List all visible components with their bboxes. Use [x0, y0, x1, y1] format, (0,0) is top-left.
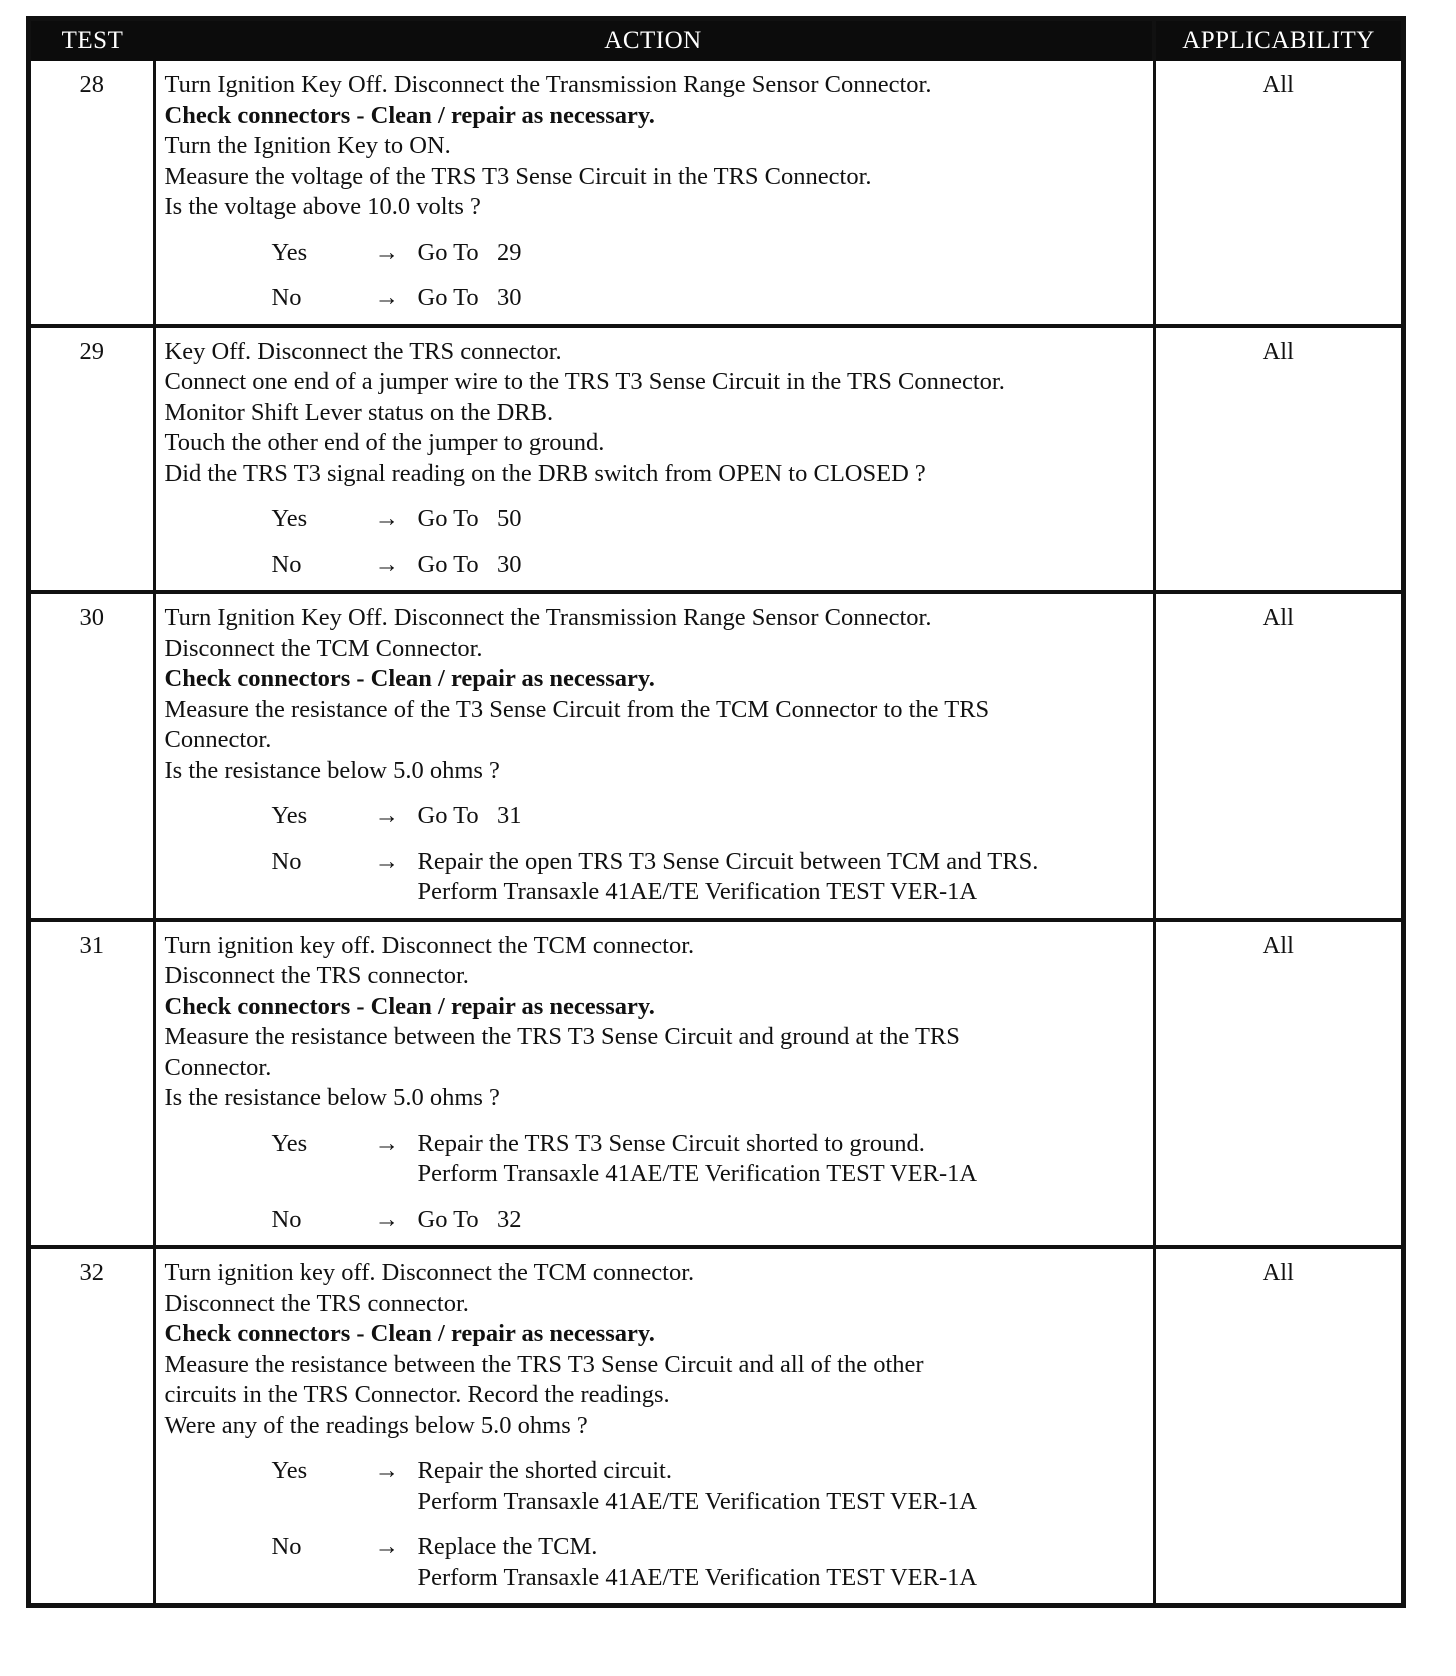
action-step: Disconnect the TCM Connector.	[164, 634, 483, 662]
header-applicability: APPLICABILITY	[1154, 21, 1401, 61]
action-step: Were any of the readings below 5.0 ohms ?	[164, 1411, 588, 1439]
outcome-action	[418, 283, 1145, 314]
outcome-action-line: Perform Transaxle 41AE/TE Verification TEST VER-1A	[417, 1563, 978, 1591]
action-step: Turn Ignition Key Off. Disconnect the Transmission Range Sensor Connector.	[164, 604, 932, 631]
outcome-no	[165, 1532, 1145, 1593]
outcome-action	[418, 801, 1145, 832]
outcome-action-line: Perform Transaxle 41AE/TE Verification TEST VER-1A	[417, 1487, 978, 1515]
header-action: ACTION	[154, 21, 1154, 61]
outcome-no	[165, 847, 1145, 908]
outcome-action-line: Repair the TRS T3 Sense Circuit shorted to ground.	[417, 1129, 925, 1157]
arrow-right-icon: →	[374, 1457, 399, 1484]
outcome-label: Yes	[271, 505, 308, 532]
applicability-value: All	[1154, 920, 1401, 1248]
table-row	[31, 61, 1401, 326]
diagnostic-test-table	[26, 16, 1406, 1608]
outcome-action	[418, 550, 1145, 581]
table-body	[31, 61, 1401, 1603]
outcome-yes	[165, 1129, 1145, 1190]
outcome-label: Yes	[271, 238, 308, 266]
applicability-value: All	[1154, 326, 1401, 593]
arrow-right-icon: →	[374, 847, 399, 875]
action-step: Measure the resistance between the TRS T3 Sense Circuit and ground at the TRS	[164, 1023, 960, 1050]
outcome-action-line: Go To 30	[417, 284, 522, 311]
outcome-action-line: Replace the TCM.	[417, 1533, 598, 1560]
table-row	[31, 326, 1401, 593]
outcome-action-line: Go To 31	[417, 802, 522, 829]
test-number: 30	[31, 592, 154, 920]
applicability-value: All	[1154, 592, 1401, 920]
action-step: Connector.	[164, 726, 272, 753]
action-step: Turn ignition key off. Disconnect the TCM connector.	[164, 931, 695, 959]
action-step: Connect one end of a jumper wire to the TRS T3 Sense Circuit in the TRS Connector.	[164, 368, 1005, 395]
action-step: Touch the other end of the jumper to ground.	[164, 429, 605, 456]
test-table	[31, 21, 1401, 1603]
outcome-label: Yes	[271, 1129, 308, 1157]
action-step: Is the voltage above 10.0 volts ?	[164, 193, 481, 220]
arrow-right-icon: →	[374, 1533, 399, 1560]
outcome-action-line: Go To 50	[417, 505, 522, 532]
table-row	[31, 920, 1401, 1248]
outcome-no	[165, 550, 1145, 581]
action-step: Measure the voltage of the TRS T3 Sense Circuit in the TRS Connector.	[164, 162, 872, 190]
action-step: Measure the resistance of the T3 Sense Circuit from the TCM Connector to the TRS	[164, 695, 990, 723]
action-step: Turn the Ignition Key to ON.	[164, 132, 451, 159]
arrow-right-icon: →	[374, 238, 399, 266]
outcome-action	[418, 847, 1145, 908]
outcome-yes	[165, 1456, 1145, 1517]
outcome-action-line: Perform Transaxle 41AE/TE Verification TEST VER-1A	[417, 878, 978, 905]
table-row	[31, 592, 1401, 920]
test-number: 32	[31, 1247, 154, 1603]
action-step: circuits in the TRS Connector. Record the readings.	[164, 1381, 670, 1408]
outcome-label: No	[271, 1533, 302, 1560]
check-connectors-instruction: Check connectors - Clean / repair as necessary.	[164, 1320, 655, 1347]
test-number: 31	[31, 920, 154, 1248]
action-step: Key Off. Disconnect the TRS connector.	[164, 337, 562, 365]
outcome-action	[418, 1205, 1145, 1236]
check-connectors-instruction: Check connectors - Clean / repair as necessary.	[164, 992, 655, 1020]
outcome-action	[418, 1456, 1145, 1517]
outcome-action-line: Perform Transaxle 41AE/TE Verification TEST VER-1A	[417, 1160, 978, 1187]
outcome-no	[165, 1205, 1145, 1236]
arrow-right-icon: →	[374, 550, 399, 578]
action-cell	[154, 1247, 1154, 1603]
outcome-label: No	[271, 847, 302, 875]
arrow-right-icon: →	[374, 1205, 399, 1233]
outcome-action	[418, 1129, 1145, 1190]
outcome-action	[418, 238, 1145, 269]
outcome-yes	[165, 238, 1145, 269]
test-number: 29	[31, 326, 154, 593]
arrow-right-icon: →	[374, 284, 399, 311]
outcome-no	[165, 283, 1145, 314]
action-cell	[154, 326, 1154, 593]
outcome-yes	[165, 801, 1145, 832]
action-cell	[154, 920, 1154, 1248]
table-header	[31, 21, 1401, 61]
outcome-yes	[165, 504, 1145, 535]
outcome-label: Yes	[271, 1457, 308, 1484]
applicability-value: All	[1154, 61, 1401, 326]
arrow-right-icon: →	[374, 505, 399, 532]
header-test: TEST	[31, 21, 154, 61]
action-step: Turn ignition key off. Disconnect the TCM connector.	[164, 1259, 695, 1286]
arrow-right-icon: →	[374, 802, 399, 829]
check-connectors-instruction: Check connectors - Clean / repair as necessary.	[164, 665, 655, 692]
action-cell	[154, 61, 1154, 326]
outcome-action-line: Go To 29	[417, 238, 522, 266]
outcome-action	[418, 504, 1145, 535]
action-step: Disconnect the TRS connector.	[164, 962, 469, 989]
action-step: Did the TRS T3 signal reading on the DRB switch from OPEN to CLOSED ?	[164, 459, 926, 487]
applicability-value: All	[1154, 1247, 1401, 1603]
outcome-action	[418, 1532, 1145, 1593]
action-step: Is the resistance below 5.0 ohms ?	[164, 756, 500, 784]
action-step: Connector.	[164, 1053, 272, 1081]
outcome-action-line: Go To 30	[417, 550, 522, 578]
table-row	[31, 1247, 1401, 1603]
action-step: Turn Ignition Key Off. Disconnect the Transmission Range Sensor Connector.	[164, 71, 932, 98]
outcome-label: Yes	[271, 802, 308, 829]
action-cell	[154, 592, 1154, 920]
outcome-action-line: Repair the open TRS T3 Sense Circuit between TCM and TRS.	[417, 847, 1039, 875]
action-step: Is the resistance below 5.0 ohms ?	[164, 1084, 500, 1111]
test-number: 28	[31, 61, 154, 326]
outcome-label: No	[271, 1205, 302, 1233]
action-step: Monitor Shift Lever status on the DRB.	[164, 398, 554, 426]
arrow-right-icon: →	[374, 1129, 399, 1157]
outcome-label: No	[271, 550, 302, 578]
outcome-action-line: Repair the shorted circuit.	[417, 1457, 672, 1484]
action-step: Disconnect the TRS connector.	[164, 1289, 469, 1317]
outcome-label: No	[271, 284, 302, 311]
check-connectors-instruction: Check connectors - Clean / repair as necessary.	[164, 101, 655, 129]
action-step: Measure the resistance between the TRS T3 Sense Circuit and all of the other	[164, 1350, 924, 1378]
outcome-action-line: Go To 32	[417, 1205, 522, 1233]
